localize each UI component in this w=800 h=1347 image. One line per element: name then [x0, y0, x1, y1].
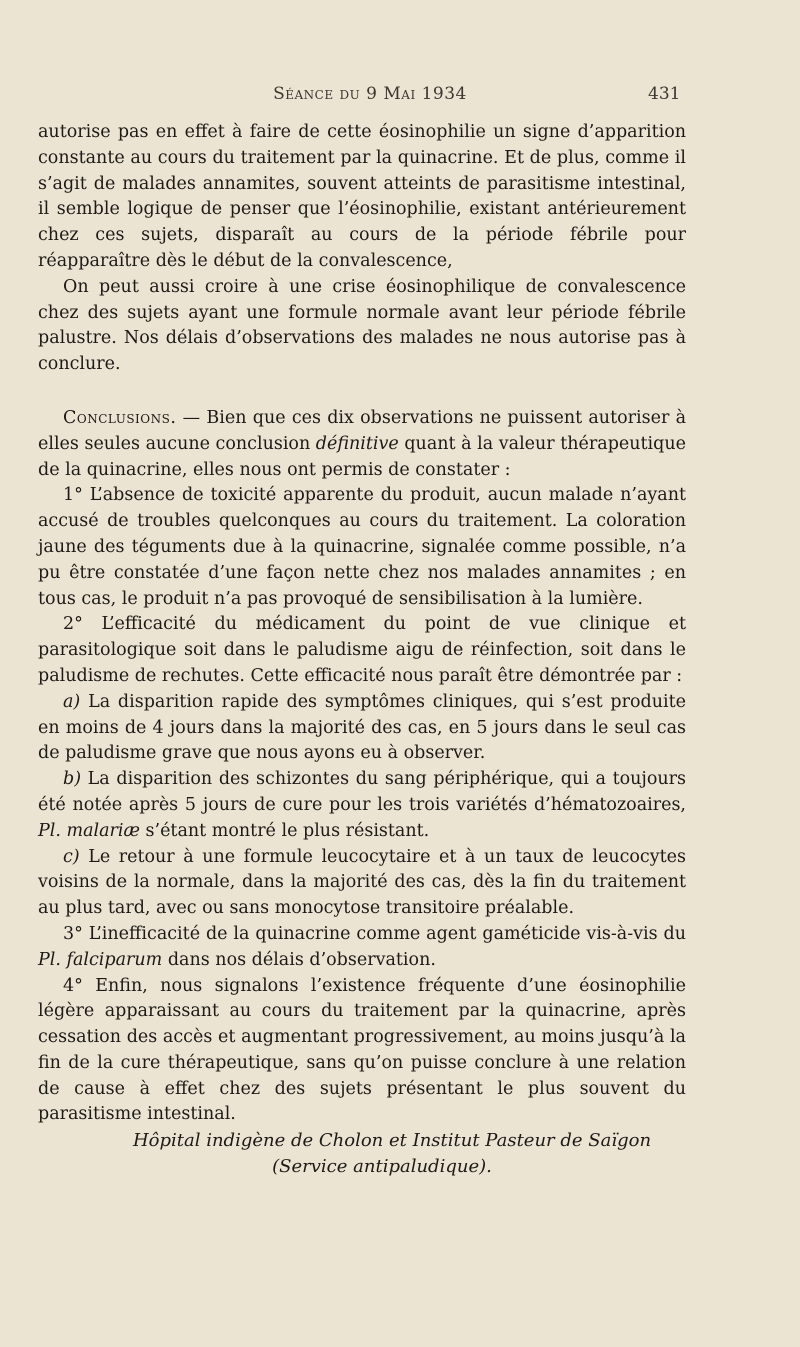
- conclusion-item-3: [38, 922, 686, 974]
- conclusion-item-2b: [38, 767, 686, 844]
- item-2a-text: La disparition rapide des symptômes cliniques, qui s’est produite en moins de 4 jours dans la majorité des cas, en 5 jours dans le seul cas de paludisme grave que nous ayons eu à observer.: [38, 691, 686, 764]
- conclusions-text-a: — Bien que ces dix observations ne puissent autoriser à elles seules aucune conclusion: [38, 407, 686, 454]
- item-3-text-1: 3° L’inefficacité de la quinacrine comme agent gaméticide vis-à-vis du: [63, 923, 686, 944]
- conclusion-item-2: 2° L’efficacité du médicament du point de vue clinique et parasitologique soit dans le paludisme aigu de réinfection, soit dans le paludisme de rechutes. Cette efficacité nous paraît être démontrée par :: [38, 614, 686, 686]
- signature-service: (Service antipaludique).: [272, 1156, 492, 1178]
- item-2b-text-1: La disparition des schizontes du sang périphérique, qui a toujours été notée après 5 jours de cure pour les trois variétés d’hématozoaires,: [38, 769, 686, 815]
- conclusion-item-1: 1° L’absence de toxicité apparente du produit, aucun malade n’ayant accusé de troubles quelconques au cours du traitement. La coloration jaune des téguments due à la quinacrine, signalée comme possible, n’a pu être constatée d’une façon nette chez nos malades annamites ; en tous cas, le produit n’a pas provoqué de sensibilisation à la lumière.: [38, 485, 686, 609]
- conclusions-text-b: quant à la valeur thérapeutique de la quinacrine, elles nous ont permis de constater :: [38, 433, 686, 480]
- item-2b-species: Pl. malariæ: [38, 820, 140, 841]
- conclusions-intro: [38, 406, 686, 483]
- body-text: [38, 120, 686, 1180]
- conclusions-heading: Conclusions.: [63, 407, 177, 428]
- item-3-text-2: dans nos délais d’observation.: [162, 949, 436, 970]
- item-2c-label: c): [63, 846, 80, 867]
- paragraph-convalescence: On peut aussi croire à une crise éosinophilique de convalescence chez des sujets ayant une formule normale avant leur période fébrile palustre. Nos délais d’observations des malades ne nous autorise pas à conclure.: [38, 276, 686, 375]
- paragraph-continuation: autorise pas en effet à faire de cette éosinophilie un signe d’apparition constante au cours du traitement par la quinacrine. Et de plus, comme il s’agit de malades annamites, souvent atteints de parasitisme intestinal, il semble logique de penser que l’éosinophilie, existant antérieurement chez ces sujets, disparaît au cours de la période fébrile pour réapparaître dès le début de la convalescence,: [38, 122, 686, 271]
- item-2c-text: Le retour à une formule leucocytaire et à un taux de leucocytes voisins de la normale, dans la majorité des cas, dès la fin du traitement au plus tard, avec ou sans monocytose transitoire préalable.: [38, 846, 686, 919]
- conclusions-italic: définitive: [315, 433, 399, 454]
- running-head: Séance du 9 Mai 1934: [273, 84, 467, 104]
- conclusion-item-2a: [38, 690, 686, 767]
- item-2b-label: b): [63, 769, 82, 790]
- item-3-species: Pl. falciparum: [38, 949, 163, 970]
- page-number: 431: [648, 84, 681, 104]
- conclusion-item-4: 4° Enfin, nous signalons l’existence fréquente d’une éosinophilie légère apparaissant au cours du traitement par la quinacrine, après cessation des accès et augmentant progressivement, au moins jusqu’à la fin de la cure thérapeutique, sans qu’on puisse conclure à une relation de cause à effet chez des sujets présentant le plus souvent du parasitisme intestinal.: [38, 975, 686, 1125]
- signature-institution: Hôpital indigène de Cholon et Institut Pasteur de Saïgon: [132, 1130, 652, 1152]
- item-2a-label: a): [63, 691, 81, 712]
- item-2b-text-2: s’étant montré le plus résistant.: [139, 820, 430, 841]
- section-gap: [38, 378, 686, 406]
- conclusion-item-2c: [38, 845, 686, 922]
